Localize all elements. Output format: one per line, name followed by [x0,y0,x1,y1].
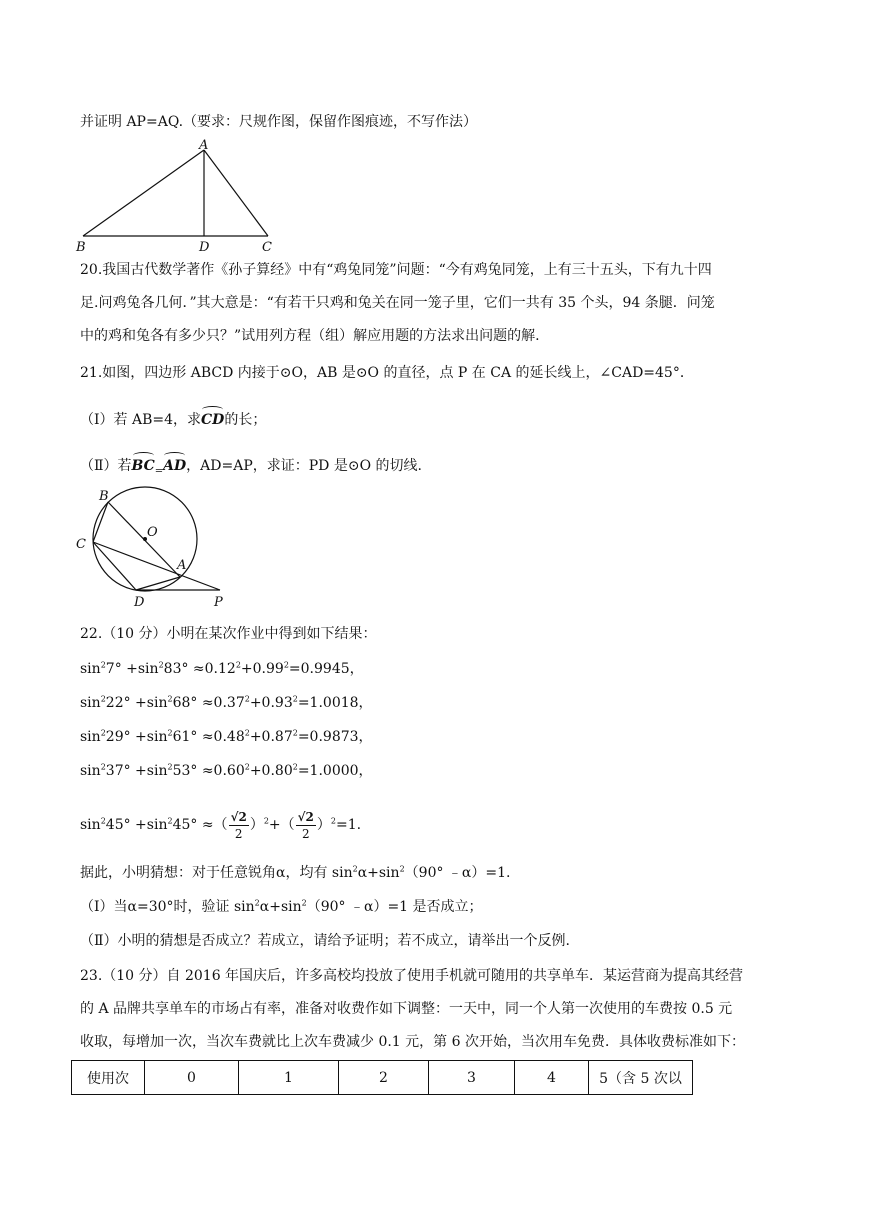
table-row [72,1061,693,1095]
q21-part2-post: ，AD=AP，求证：PD 是⊙O 的切线. [186,458,422,474]
label-o: O [147,525,158,540]
q22-eq5: $\sin^245^\circ +\sin^245^\circ$ ≈（ $\frac{√2}{2}$ ）$^2$+（ $\frac{√2}{2}$ ）$^2$=1. [80,809,362,841]
q23-line3: 收取，每增加一次，当次车费就比上次车费减少 0.1 元，第 6 次开始，当次用车免费．具体收费标准如下： [80,1034,745,1050]
q22-eq4: $\sin^237^\circ +\sin^253^\circ \approx 0.60^2+0.80^2=1.0000$， [80,762,373,779]
q21-part2-pre: （Ⅱ）若 [80,458,132,474]
table-cell: 5（含 5 次以 [589,1061,693,1095]
q23-line2: 的 A 品牌共享单车的市场占有率，准备对收费作如下调整：一天中，同一个人第一次使用的车费按 0.5 元 [80,1001,733,1017]
q22-part2: （Ⅱ）小明的猜想是否成立？若成立，请给予证明；若不成立，请举出一个反例. [80,933,570,949]
label-p: P [214,595,223,610]
q20-line2: 足.问鸡兔各几何．”其大意是：“有若干只鸡和兔关在同一笼子里，它们一共有 35 个头，94 条腿．问笼 [80,295,715,311]
circle-figure [72,485,242,611]
q21-part1-post: 的长； [224,412,267,428]
q21-part1-pre: （Ⅰ）若 AB=4，求 [80,412,202,428]
table-cell: 3 [429,1061,515,1095]
label-a: A [199,138,209,153]
label-d: D [199,240,210,255]
q21-part1 [80,410,266,430]
triangle-figure [74,138,284,256]
table-cell: 1 [239,1061,339,1095]
q20-line1: 20.我国古代数学著作《孙子算经》中有“鸡兔同笼”问题：“今有鸡兔同笼，上有三十五头，下有九十四 [80,262,712,278]
arc-ad: AD [163,458,187,474]
label-b: B [76,240,86,255]
arc-bc: BC [131,458,155,474]
q22-guess: 据此，小明猜想：对于任意锐角α，均有 $\sin^2\alpha+\sin^2(90^\circ$ ﹣α）=1. [80,864,511,881]
q22-eq3: $\sin^229^\circ +\sin^261^\circ \approx 0.48^2+0.87^2=0.9873$， [80,728,373,745]
table-cell: 使用次 [72,1061,145,1095]
q22-part1: （Ⅰ）当α=30°时，验证 $\sin^2\alpha+\sin^2(90^\circ$ ﹣α）=1 是否成立； [80,898,483,915]
arc-equal-sign: = [154,465,164,477]
table-cell: 0 [145,1061,239,1095]
q23-line1: 23.（10 分）自 2016 年国庆后，许多高校均投放了使用手机就可随用的共享单车．某运营商为提高其经营 [80,968,744,984]
fraction-sqrt2-over-2: $\frac{√2}{2}$ [230,809,247,841]
fee-table [71,1060,693,1095]
table-cell: 2 [339,1061,429,1095]
fraction-sqrt2-over-2-b: $\frac{√2}{2}$ [297,809,314,841]
label-b2: B [99,489,109,504]
arc-cd: CD [201,412,225,428]
q19-text: 并证明 AP=AQ.（要求：尺规作图，保留作图痕迹，不写作法） [80,114,478,130]
q22-eq1: $\sin^27^\circ +\sin^283^\circ \approx 0.12^2+0.99^2=0.9945$， [80,660,364,677]
label-c2: C [76,537,86,552]
q22-line1: 22.（10 分）小明在某次作业中得到如下结果： [80,626,377,642]
label-a2: A [177,558,187,573]
label-d2: D [134,595,145,610]
q21-part2 [80,456,422,482]
table-cell: 4 [515,1061,589,1095]
label-c: C [262,240,272,255]
q21-line1: 21.如图，四边形 ABCD 内接于⊙O，AB 是⊙O 的直径，点 P 在 CA 的延长线上，∠CAD=45°． [80,365,694,381]
q22-eq2: $\sin^222^\circ +\sin^268^\circ \approx 0.37^2+0.93^2=1.0018$， [80,694,373,711]
q20-line3: 中的鸡和兔各有多少只？”试用列方程（组）解应用题的方法求出问题的解. [80,328,540,344]
